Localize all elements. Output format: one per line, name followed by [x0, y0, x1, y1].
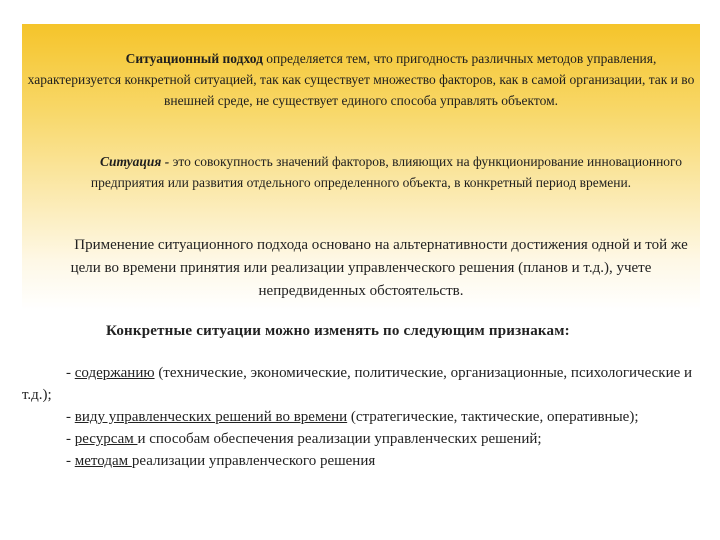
paragraph-situational-approach [22, 48, 700, 111]
list-item-link: содержанию [74, 365, 155, 381]
paragraph-situation-definition [22, 151, 700, 193]
criteria-list [22, 362, 700, 472]
paragraph-text: это совокупность значений факторов, влияющих на функционирование инновационного предприятия или развития отдельного определенного объекта, в конкретный период времени. [90, 154, 683, 190]
list-item-link: виду управленческих решений во времени [74, 409, 348, 425]
list-item-link: методам [74, 453, 132, 469]
list-item: - ресурсам и способам обеспечения реализации управленческих решений; [66, 431, 542, 447]
list-item: - методам реализации управленческого решения [66, 453, 376, 469]
term-situation: Ситуация - [99, 154, 170, 169]
list-item: - виду управленческих решений во времени (стратегические, тактические, оперативные); [66, 409, 639, 425]
list-item: - содержанию (технические, экономические, политические, организационные, психологические и т.д.); [22, 365, 693, 403]
slide [22, 24, 700, 518]
paragraph-application [22, 234, 700, 303]
section-heading: Конкретные ситуации можно изменять по следующим признакам: [106, 323, 570, 339]
paragraph-text: определяется тем, что пригодность различных методов управления, характеризуется конкретной ситуацией, так как существует множество факторов, как в самой организации, так и во внешней среде, не существует единого способа управлять объектом. [27, 51, 695, 108]
list-item-link: ресурсам [74, 431, 138, 447]
term-situational-approach: Ситуационный подход [125, 51, 263, 66]
paragraph-text: Применение ситуационного подхода основано на альтернативности достижения одной и той же цели во времени принятия или реализации управленческого решения (планов и т.д.), учете непредвиденных обстоятельств. [70, 237, 688, 299]
